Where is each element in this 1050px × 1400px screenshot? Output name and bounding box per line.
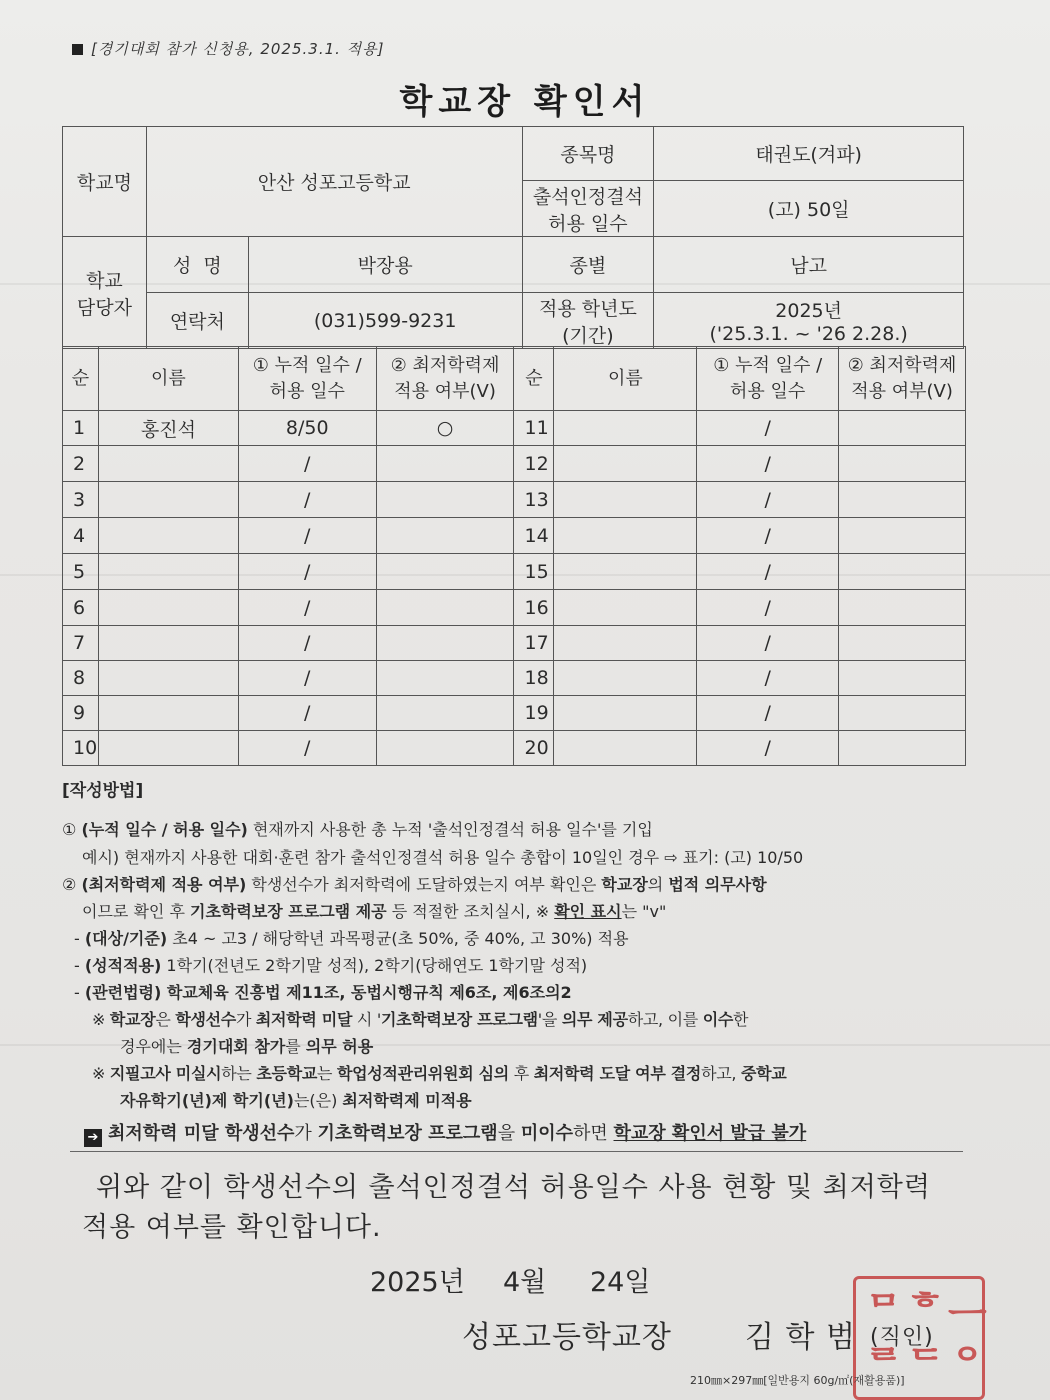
roster-name-cell <box>554 590 697 626</box>
year-label <box>522 293 654 349</box>
col-header-min <box>376 347 514 411</box>
instr-bold: 자유학기(년)제 학기(년) <box>120 1091 294 1110</box>
roster-days-cell: / <box>697 482 839 518</box>
instr-bold: 최저학력제 미적용 <box>342 1091 472 1110</box>
name-value: 박장용 <box>248 237 522 293</box>
instr-text: 는 <box>317 1064 337 1083</box>
roster-table <box>62 346 966 766</box>
instr-text: 초4 ~ 고3 / 해당학년 과목평균(초 50%, 중 40%, 고 30%) 적용 <box>167 929 629 948</box>
roster-min-check-cell <box>376 554 514 590</box>
instr-text: 가 <box>294 1123 318 1144</box>
roster-row <box>63 731 966 766</box>
seal-glyph: ᄅ <box>864 1343 903 1390</box>
confirmation-statement <box>82 1168 962 1248</box>
instr-text: ② <box>62 875 82 894</box>
instr-text: ① <box>62 820 82 839</box>
roster-row <box>63 446 966 482</box>
col-header-no: 순 <box>63 347 99 411</box>
instr-text: 가 <box>235 1010 256 1029</box>
instr-text: 학생선수가 최저학력에 도달하였는지 여부 확인은 <box>246 875 602 894</box>
col-header-days-line2: 허용 일수 <box>269 380 345 402</box>
roster-number-cell: 13 <box>514 482 554 518</box>
roster-min-check-cell <box>376 661 514 696</box>
roster-number-cell: 2 <box>63 446 99 482</box>
sport-value: 태권도(겨파) <box>654 127 964 181</box>
roster-number-cell: 18 <box>514 661 554 696</box>
instr-bold: 최저학력 도달 여부 결정 <box>533 1064 702 1083</box>
roster-name-cell <box>554 446 697 482</box>
roster-min-check-cell <box>376 482 514 518</box>
date-day: 24일 <box>590 1267 651 1298</box>
instr-bold: 기초학력보장 프로그램 제공 <box>190 902 387 921</box>
roster-number-cell: 4 <box>63 518 99 554</box>
year-label-line2: (기간) <box>562 324 614 347</box>
col-header-min-line1: ② 최저학력제 <box>390 354 500 376</box>
roster-number-cell: 12 <box>514 446 554 482</box>
instr-text: 은 <box>155 1010 176 1029</box>
instruction-line <box>74 979 572 1006</box>
roster-days-cell: / <box>238 661 376 696</box>
contact-label <box>63 237 147 349</box>
col-header-days-line2: 허용 일수 <box>730 380 806 402</box>
roster-name-cell <box>98 446 238 482</box>
confirmation-line1: 위와 같이 학생선수의 출석인정결석 허용일수 사용 현황 및 최저학력 <box>96 1172 931 1203</box>
roster-row <box>63 482 966 518</box>
form-notice <box>72 38 385 59</box>
roster-name-cell: 홍진석 <box>98 411 238 446</box>
roster-number-cell: 11 <box>514 411 554 446</box>
instr-bold: (관련법령) 학교체육 진흥법 제11조, 동법시행규칙 제6조, 제6조의2 <box>84 983 572 1002</box>
instruction-line <box>82 898 666 925</box>
instr-text: 는 "v" <box>621 902 667 921</box>
instr-text: 의 <box>647 875 669 894</box>
instr-text: 등 적절한 조치실시, ※ <box>386 902 555 921</box>
instr-text: 하면 <box>573 1123 614 1144</box>
instr-bold: (누적 일수 / 허용 일수) <box>81 820 248 839</box>
allowance-label-line1: 출석인정결석 <box>532 185 643 208</box>
roster-days-cell: / <box>697 446 839 482</box>
instr-bold: 지필고사 미실시 <box>109 1064 222 1083</box>
instr-text: 시 ' <box>352 1010 381 1029</box>
instr-bold: 의무 제공 <box>561 1010 628 1029</box>
instr-text: 를 <box>285 1037 306 1056</box>
arrow-box-icon: ➔ <box>84 1129 102 1147</box>
instruction-line <box>92 1060 786 1087</box>
roster-min-check-cell: ○ <box>376 411 514 446</box>
instr-text: 하는 <box>221 1064 257 1083</box>
roster-name-cell <box>98 626 238 661</box>
instr-bold: 의무 허용 <box>305 1037 374 1056</box>
roster-row <box>63 518 966 554</box>
roster-days-cell: / <box>238 482 376 518</box>
confirmation-line2: 적용 여부를 확인합니다. <box>82 1212 382 1243</box>
instr-bold: 학교장 확인서 발급 불가 <box>613 1123 807 1144</box>
allowance-label-line2: 허용 일수 <box>548 212 628 235</box>
instr-text: ※ <box>92 1010 110 1029</box>
roster-min-check-cell <box>839 626 966 661</box>
instr-bold: 확인 표시 <box>554 902 622 921</box>
instr-text: 경우에는 <box>120 1037 187 1056</box>
roster-min-check-cell <box>376 446 514 482</box>
roster-number-cell: 8 <box>63 661 99 696</box>
roster-number-cell: 9 <box>63 696 99 731</box>
year-value-line1: 2025년 <box>775 300 843 322</box>
roster-days-cell: 8/50 <box>238 411 376 446</box>
roster-days-cell: / <box>697 696 839 731</box>
principal-title: 성포고등학교장 <box>462 1320 672 1355</box>
roster-days-cell: / <box>697 518 839 554</box>
instr-bold: 경기대회 참가 <box>186 1037 286 1056</box>
instr-text: 후 <box>508 1064 534 1083</box>
instr-bold: 미이수 <box>520 1123 573 1144</box>
seal-glyph: ᄆ <box>864 1289 903 1336</box>
instr-text: ※ <box>92 1064 110 1083</box>
instr-bold: 학교장 <box>109 1010 156 1029</box>
instr-bold: (성적적용) <box>84 956 162 975</box>
instructions-heading: [작성방법] <box>62 781 144 801</box>
roster-number-cell: 16 <box>514 590 554 626</box>
square-bullet-icon <box>72 44 83 55</box>
roster-number-cell: 6 <box>63 590 99 626</box>
roster-min-check-cell <box>376 731 514 766</box>
roster-min-check-cell <box>376 518 514 554</box>
roster-name-cell <box>554 661 697 696</box>
roster-row <box>63 626 966 661</box>
instr-text: 한 <box>733 1010 749 1029</box>
paper-spec: 210㎜×297㎜[일반용지 60g/㎡(재활용품)] <box>690 1374 905 1387</box>
roster-row <box>63 554 966 590</box>
phone-value: (031)599-9231 <box>248 293 522 349</box>
instr-text: - <box>74 983 85 1002</box>
roster-min-check-cell <box>376 696 514 731</box>
roster-name-cell <box>554 482 697 518</box>
roster-name-cell <box>554 411 697 446</box>
instruction-line <box>62 816 653 843</box>
roster-number-cell: 14 <box>514 518 554 554</box>
col-header-days <box>238 347 376 411</box>
phone-label: 연락처 <box>146 293 248 349</box>
instr-bold: 학생선수 <box>175 1010 236 1029</box>
roster-number-cell: 19 <box>514 696 554 731</box>
year-label-line1: 적용 학년도 <box>539 297 637 320</box>
roster-name-cell <box>98 696 238 731</box>
roster-number-cell: 15 <box>514 554 554 590</box>
instr-text: 을 <box>497 1123 521 1144</box>
document-title: 학교장 확인서 <box>399 82 651 122</box>
school-label: 학교명 <box>63 127 147 237</box>
roster-min-check-cell <box>839 482 966 518</box>
date-year: 2025년 <box>370 1267 465 1298</box>
instr-bold: 법적 의무사항 <box>668 875 767 894</box>
roster-min-check-cell <box>839 661 966 696</box>
date-month: 4월 <box>503 1267 547 1298</box>
roster-number-cell: 10 <box>63 731 99 766</box>
roster-days-cell: / <box>697 731 839 766</box>
year-value-line2: ('25.3.1. ~ '26 2.28.) <box>709 323 908 345</box>
gender-value: 남고 <box>654 237 964 293</box>
notice-text: [경기대회 참가 신청용, 2025.3.1. 적용] <box>91 40 385 58</box>
principal-name: 김 학 범 <box>745 1320 857 1355</box>
instr-bold: 최저학력 미달 <box>255 1010 353 1029</box>
roster-row <box>63 696 966 731</box>
allowance-label <box>522 181 654 237</box>
roster-row <box>63 411 966 446</box>
instr-bold: (최저학력제 적용 여부) <box>81 875 247 894</box>
instr-bold: 기초학력보장 프로그램 <box>317 1123 498 1144</box>
instr-text: - <box>74 956 85 975</box>
col-header-min <box>839 347 966 411</box>
instr-text: 현재까지 사용한 총 누적 '출석인정결석 허용 일수'를 기입 <box>247 820 653 839</box>
roster-min-check-cell <box>839 518 966 554</box>
instr-bold: 학업성적관리위원회 심의 <box>336 1064 509 1083</box>
roster-number-cell: 17 <box>514 626 554 661</box>
seal-glyph: ᄃ <box>906 1343 945 1390</box>
roster-row <box>63 590 966 626</box>
col-header-no: 순 <box>514 347 554 411</box>
instr-bold: 최저학력 미달 학생선수 <box>108 1123 295 1144</box>
roster-min-check-cell <box>839 554 966 590</box>
instr-bold: 기초학력보장 프로그램 <box>380 1010 538 1029</box>
instruction-line <box>74 925 629 952</box>
roster-name-cell <box>98 590 238 626</box>
roster-days-cell: / <box>697 554 839 590</box>
roster-number-cell: 7 <box>63 626 99 661</box>
name-label: 성 명 <box>146 237 248 293</box>
roster-name-cell <box>98 661 238 696</box>
seal-glyph: ᅳ <box>948 1289 987 1336</box>
roster-min-check-cell <box>839 696 966 731</box>
col-header-min-line1: ② 최저학력제 <box>847 354 957 376</box>
roster-days-cell: / <box>238 731 376 766</box>
roster-days-cell: / <box>697 661 839 696</box>
roster-days-cell: / <box>238 696 376 731</box>
roster-days-cell: / <box>238 446 376 482</box>
roster-min-check-cell <box>376 590 514 626</box>
instr-text: '을 <box>537 1010 562 1029</box>
school-value: 안산 성포고등학교 <box>146 127 522 237</box>
instr-text: 1학기(전년도 2학기말 성적), 2학기(당해연도 1학기말 성적) <box>161 956 588 975</box>
instr-text: 하고, <box>701 1064 741 1083</box>
roster-days-cell: / <box>697 411 839 446</box>
col-header-days-line1: ① 누적 일수 / <box>252 354 362 376</box>
roster-name-cell <box>98 731 238 766</box>
roster-min-check-cell <box>376 626 514 661</box>
roster-min-check-cell <box>839 590 966 626</box>
instruction-line: 예시) 현재까지 사용한 대회·훈련 참가 출석인정결석 허용 일수 총합이 10일인 경우 ⇨ 표기: (고) 10/50 <box>82 848 804 867</box>
roster-name-cell <box>98 482 238 518</box>
instruction-line <box>92 1006 748 1033</box>
col-header-days-line1: ① 누적 일수 / <box>713 354 823 376</box>
instruction-line <box>62 871 767 898</box>
roster-name-cell <box>554 554 697 590</box>
roster-name-cell <box>98 554 238 590</box>
instruction-line <box>74 952 587 979</box>
instruction-line <box>120 1087 472 1114</box>
col-header-name: 이름 <box>98 347 238 411</box>
instr-bold: 중학교 <box>740 1064 787 1083</box>
year-value <box>654 293 964 349</box>
roster-name-cell <box>98 518 238 554</box>
roster-min-check-cell <box>839 411 966 446</box>
instr-text: 이므로 확인 후 <box>82 902 190 921</box>
contact-label-line2: 담당자 <box>76 296 132 319</box>
instr-text: - <box>74 929 85 948</box>
allowance-value: (고) 50일 <box>654 181 964 237</box>
roster-number-cell: 3 <box>63 482 99 518</box>
col-header-days <box>697 347 839 411</box>
instr-bold: 이수 <box>702 1010 734 1029</box>
roster-row <box>63 661 966 696</box>
roster-number-cell: 5 <box>63 554 99 590</box>
gender-label: 종별 <box>522 237 654 293</box>
roster-number-cell: 20 <box>514 731 554 766</box>
divider <box>70 1151 963 1152</box>
roster-days-cell: / <box>697 626 839 661</box>
roster-days-cell: / <box>238 518 376 554</box>
instruction-line <box>120 1033 373 1060</box>
seal-glyph: ᄒ <box>906 1289 945 1336</box>
seal-glyph: ᄋ <box>948 1343 987 1390</box>
col-header-min-line2: 적용 여부(V) <box>394 380 496 402</box>
roster-name-cell <box>554 626 697 661</box>
info-table <box>62 126 964 349</box>
roster-days-cell: / <box>238 554 376 590</box>
roster-name-cell <box>554 731 697 766</box>
col-header-name: 이름 <box>554 347 697 411</box>
roster-days-cell: / <box>238 626 376 661</box>
roster-min-check-cell <box>839 731 966 766</box>
sport-label: 종목명 <box>522 127 654 181</box>
roster-days-cell: / <box>697 590 839 626</box>
roster-days-cell: / <box>238 590 376 626</box>
seal-note: (직인) <box>870 1325 934 1350</box>
contact-label-line1: 학교 <box>86 269 123 292</box>
instr-bold: (대상/기준) <box>84 929 168 948</box>
instruction-note <box>84 1120 806 1147</box>
roster-number-cell: 1 <box>63 411 99 446</box>
roster-name-cell <box>554 518 697 554</box>
roster-min-check-cell <box>839 446 966 482</box>
roster-name-cell <box>554 696 697 731</box>
col-header-min-line2: 적용 여부(V) <box>851 380 953 402</box>
instr-bold: 초등학교 <box>256 1064 318 1083</box>
instr-bold: 학교장 <box>601 875 648 894</box>
instr-text: 하고, 이를 <box>627 1010 703 1029</box>
instr-text: 는(은) <box>293 1091 343 1110</box>
